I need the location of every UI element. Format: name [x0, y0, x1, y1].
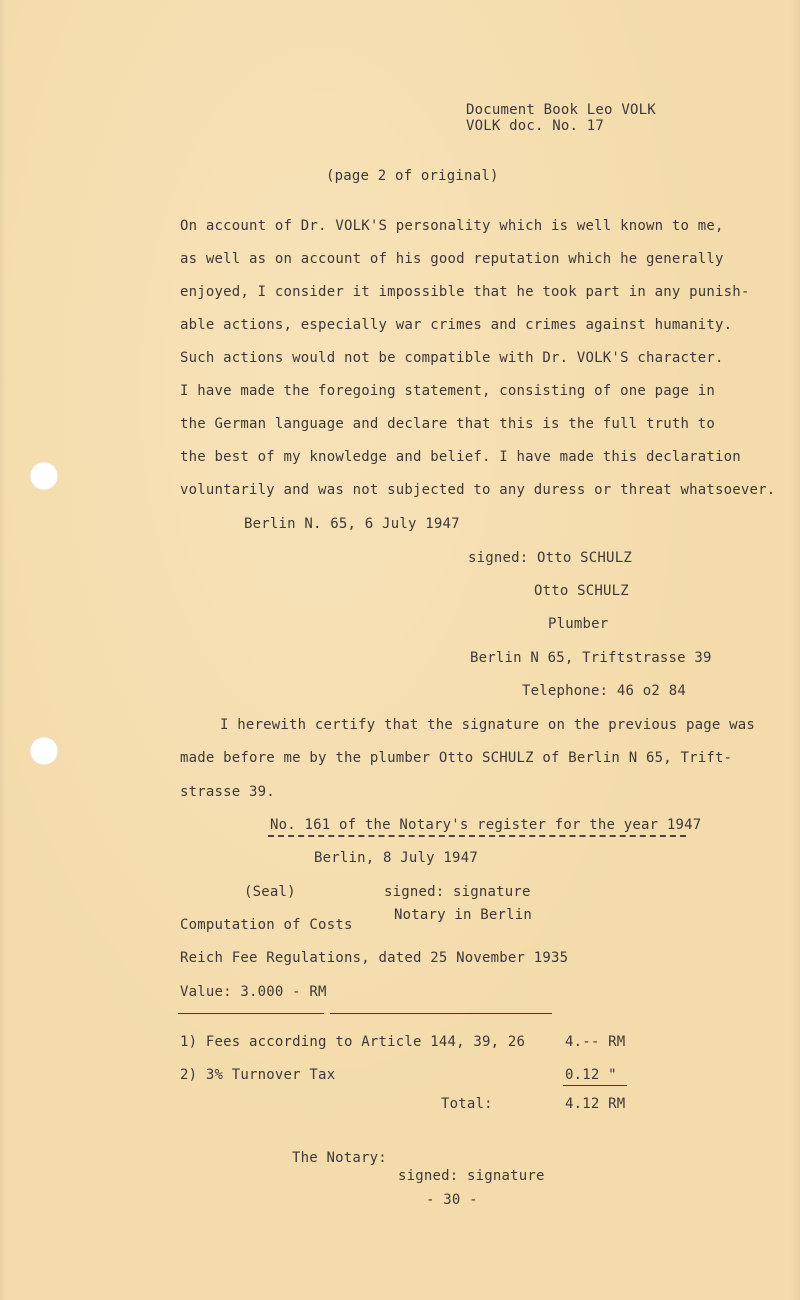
body-line: voluntarily and was not subjected to any duress or threat whatsoever. [180, 482, 776, 498]
register-line: No. 161 of the Notary's register for the year 1947 [270, 817, 702, 833]
document-book-title: Document Book Leo VOLK [466, 102, 656, 118]
fee-value: Value: 3.000 - RM [180, 984, 327, 1000]
place-date: Berlin N. 65, 6 July 1947 [244, 516, 460, 532]
cost-item-label: 2) 3% Turnover Tax [180, 1067, 336, 1083]
total-label: Total: [441, 1096, 493, 1112]
document-number: VOLK doc. No. 17 [466, 118, 605, 134]
page-note: (page 2 of original) [326, 168, 499, 184]
body-line: able actions, especially war crimes and crimes against humanity. [180, 317, 733, 333]
cost-rule [178, 1013, 324, 1014]
certification-line: made before me by the plumber Otto SCHULZ of Berlin N 65, Trift- [180, 750, 733, 766]
cost-rule [330, 1013, 552, 1014]
punch-hole [30, 462, 58, 490]
certification-line: I herewith certify that the signature on the previous page was [220, 717, 755, 733]
body-line: Such actions would not be compatible with Dr. VOLK'S character. [180, 350, 724, 366]
cost-item-label: 1) Fees according to Article 144, 39, 26 [180, 1034, 526, 1050]
signer-telephone: Telephone: 46 o2 84 [522, 683, 686, 699]
closing-notary: The Notary: [292, 1150, 387, 1166]
dashed-separator [268, 835, 686, 837]
subtotal-rule [563, 1085, 627, 1086]
body-line: On account of Dr. VOLK'S personality which is well known to me, [180, 218, 724, 234]
signer-name: Otto SCHULZ [534, 583, 629, 599]
signed-line: signed: Otto SCHULZ [468, 550, 632, 566]
cost-item-amount: 4.-- RM [565, 1034, 626, 1050]
signer-address: Berlin N 65, Triftstrasse 39 [470, 650, 712, 666]
notary-title: Notary in Berlin [394, 907, 533, 923]
page-number: - 30 - [426, 1192, 478, 1208]
body-line: the German language and declare that this is the full truth to [180, 416, 715, 432]
fee-regulations: Reich Fee Regulations, dated 25 November 1935 [180, 950, 569, 966]
closing-signed: signed: signature [398, 1168, 545, 1184]
cost-item-amount: 0.12 " [565, 1067, 617, 1083]
seal-label: (Seal) [244, 884, 296, 900]
body-line: as well as on account of his good reputation which he generally [180, 251, 724, 267]
certification-line: strasse 39. [180, 784, 275, 800]
punch-hole [30, 737, 58, 765]
body-line: enjoyed, I consider it impossible that he took part in any punish- [180, 284, 750, 300]
total-amount: 4.12 RM [565, 1096, 626, 1112]
notary-signed: signed: signature [384, 884, 531, 900]
signer-occupation: Plumber [548, 616, 609, 632]
body-line: the best of my knowledge and belief. I have made this declaration [180, 449, 741, 465]
body-line: I have made the foregoing statement, consisting of one page in [180, 383, 715, 399]
costs-heading: Computation of Costs [180, 917, 353, 933]
notary-date: Berlin, 8 July 1947 [314, 850, 478, 866]
